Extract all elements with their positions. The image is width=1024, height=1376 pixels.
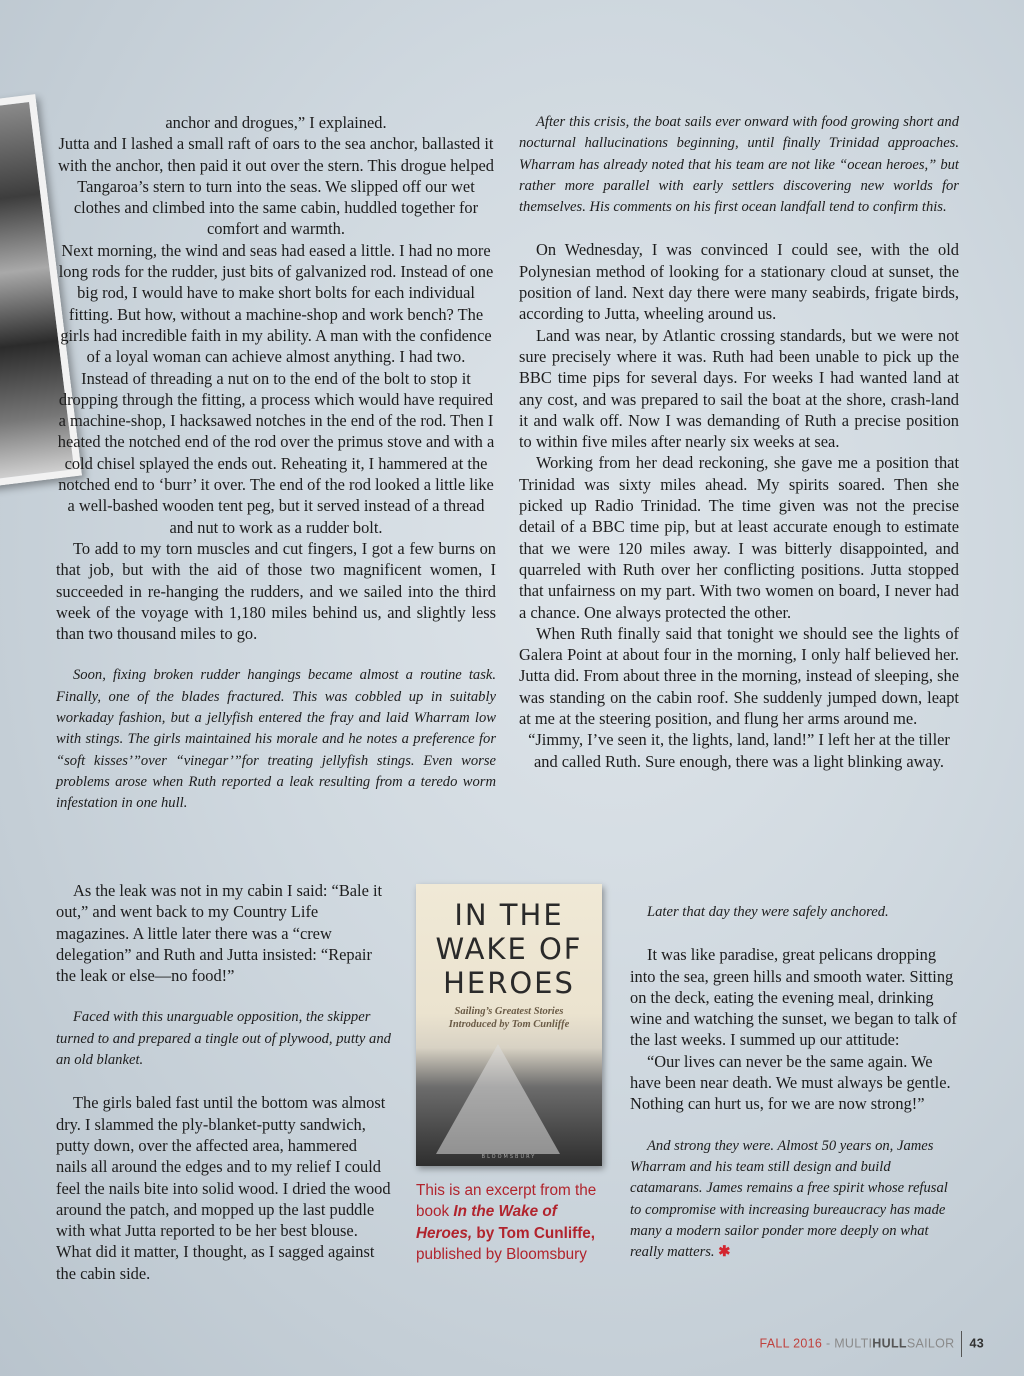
- book-cover: [416, 884, 602, 1166]
- book-subtitle: [416, 1005, 602, 1031]
- caption-book-title: In the Wake of Heroes,: [416, 1203, 557, 1242]
- caption-tail: published by Bloomsbury: [416, 1245, 587, 1263]
- column-2-bottom: [630, 902, 960, 1263]
- italic-interlude: Faced with this unarguable opposition, the skipper turned to and prepared a tingle out of plywood, putty and an old blanket.: [56, 1009, 391, 1069]
- caption-author: by Tom Cunliffe,: [472, 1224, 596, 1242]
- magazine-name-sailor: SAILOR: [906, 1336, 955, 1351]
- book-subtitle-line: Sailing’s Greatest Stories: [454, 1006, 564, 1017]
- paragraph: “Our lives can never be the same again. We have been near death. We must always be gentle. Nothing can hurt us, for we are now strong!”: [630, 1051, 951, 1114]
- column-1-top: [56, 112, 496, 815]
- magazine-name-hull: HULL: [872, 1336, 907, 1351]
- magazine-name-multi: MULTI: [834, 1336, 873, 1351]
- column-2-top: [519, 112, 959, 772]
- end-mark-icon: ✱: [718, 1244, 731, 1261]
- column-1-bottom: [56, 880, 391, 1284]
- book-publisher: BLOOMSBURY: [481, 1154, 537, 1160]
- italic-interlude: [630, 1136, 960, 1264]
- italic-interlude: Soon, fixing broken rudder hangings became almost a routine task. Finally, one of the blades fractured. This was cobbled up in suitably workaday fashion, but a jellyfish entered the fray and laid Wharram low with stings. The girls maintained his morale and he notes a preference for “soft kisses’”over “vinegar’”for treating jellyfish stings. Even worse problems arose when Ruth reported a leak resulting from a teredo worm infestation in one hull.: [56, 667, 496, 812]
- book-caption: [416, 1180, 602, 1265]
- paragraph: Working from her dead reckoning, she gave me a position that Trinidad was sixty miles ahead. My spirits soared. Then she picked up Radio Trinidad. The time given was not the precise detail of a BBC time pip, but at least accurate enough to estimate that we were 120 miles away. I was bitterly disappointed, and quarreled with Ruth over her conflicting positions. Jutta stopped that unfairness on my part. With two women on board, I never had a chance. One always protected the other.: [519, 453, 959, 622]
- paragraph: The girls baled fast until the bottom was almost dry. I slammed the ply-blanket-putty sandwich, putty down, over the affected area, hammered nails all around the edges and to my relief I could feel the nails bite into solid wood. I dried the wood around the patch, and mopped up the last puddle with what Jutta reported to be her best blouse. What did it matter, I thought, as I sagged against the cabin side.: [56, 1093, 391, 1283]
- page-number: 43: [969, 1336, 984, 1351]
- paragraph: It was like paradise, great pelicans dropping into the sea, green hills and smooth water. Sitting on the deck, eating the evening meal, drinking wine and watching the sunset, we began to talk of the last weeks. I summed up our attitude:: [630, 945, 957, 1050]
- paragraph: anchor and drogues,” I explained.: [165, 113, 387, 132]
- paragraph: “Jimmy, I’ve seen it, the lights, land, land!” I left her at the tiller and called Ruth. Sure enough, there was a light blinking away.: [528, 730, 950, 771]
- closing-paragraph-text: And strong they were. Almost 50 years on, James Wharram and his team still design and build catamarans. James remains a free spirit whose refusal to compromise with increasing bureaucracy has made many a modern sailor ponder more deeply on what really matters.: [630, 1137, 948, 1261]
- paragraph: Instead of threading a nut on to the end of the bolt to stop it dropping through the fitting, a process which would have required a machine-shop, I hacksawed notches in the end of the rod. Then I heated the notched end of the rod over the primus stove and with a cold chisel splayed the ends out. Reheating it, I hammered at the notched end to ‘burr’ it over. The end of the rod looked a little like a well-bashed wooden tent peg, but it served instead of a thread and nut to work as a rudder bolt.: [57, 368, 495, 537]
- paragraph: On Wednesday, I was convinced I could see, with the old Polynesian method of looking for a stationary cloud at sunset, the position of land. Next day there were many seabirds, frigate birds, according to Jutta, wheeling around us.: [519, 240, 959, 324]
- footer-separator: -: [822, 1336, 835, 1351]
- issue-date: FALL 2016: [759, 1336, 823, 1351]
- italic-interlude: Later that day they were safely anchored.: [647, 904, 889, 920]
- footer-divider: [961, 1331, 962, 1357]
- sail-image: [436, 1044, 560, 1154]
- book-title-line: HEROES: [443, 966, 575, 1000]
- book-title-line: WAKE OF: [435, 932, 583, 966]
- book-title-line: IN THE: [454, 898, 564, 932]
- page-footer: [759, 1331, 984, 1355]
- italic-interlude: After this crisis, the boat sails ever onward with food growing short and nocturnal hallucinations beginning, until finally Trinidad approaches. Wharram has already noted that his team are not like “ocean heroes,” but rather more parallel with early settlers discovering new worlds for themselves. His comments on his first ocean landfall tend to confirm this.: [519, 114, 959, 216]
- book-subtitle-line: Introduced by Tom Cunliffe: [448, 1019, 570, 1030]
- paragraph: To add to my torn muscles and cut fingers, I got a few burns on that job, but with the aid of those two magnificent women, I succeeded in re-hanging the rudders, and we sailed into the third week of the voyage with 1,180 miles behind us, and slightly less than two thousand miles to go.: [56, 538, 496, 644]
- paragraph: Next morning, the wind and seas had eased a little. I had no more long rods for the rudder, just bits of galvanized rod. Instead of one big rod, I would have to make short bolts for each individual fitting. But how, without a machine-shop and work bench? The girls had incredible faith in my ability. A man with the confidence of a loyal woman can achieve almost anything. I had two.: [58, 240, 494, 367]
- paragraph: As the leak was not in my cabin I said: “Bale it out,” and went back to my Country Life magazines. A little later there was a “crew delegation” and Ruth and Jutta insisted: “Repair the leak or else—no food!”: [56, 881, 383, 986]
- paragraph: Jutta and I lashed a small raft of oars to the sea anchor, ballasted it with the anchor, then paid it out over the stern. This drogue helped Tangaroa’s stern to turn into the seas. We slipped off our wet clothes and climbed into the same cabin, huddled together for comfort and warmth.: [57, 134, 495, 239]
- paragraph: Land was near, by Atlantic crossing standards, but we were not sure precisely where it was. Ruth had been unable to pick up the BBC time pips for several days. For weeks I had wanted land at any cost, and was prepared to sail the boat at the shore, crash-land it and walk off. Now I was demanding of Ruth a precise position to within five miles after nearly six weeks at sea.: [519, 325, 959, 452]
- paragraph: When Ruth finally said that tonight we should see the lights of Galera Point at about four in the morning, I only half believed her. Jutta did. From about three in the morning, instead of sleeping, she was standing on the cabin roof. She suddenly jumped down, leapt at me at the steering position, and flung her arms around me.: [519, 623, 959, 729]
- book-title: [416, 898, 602, 1000]
- caption-lead: This is an excerpt from the book: [416, 1182, 597, 1221]
